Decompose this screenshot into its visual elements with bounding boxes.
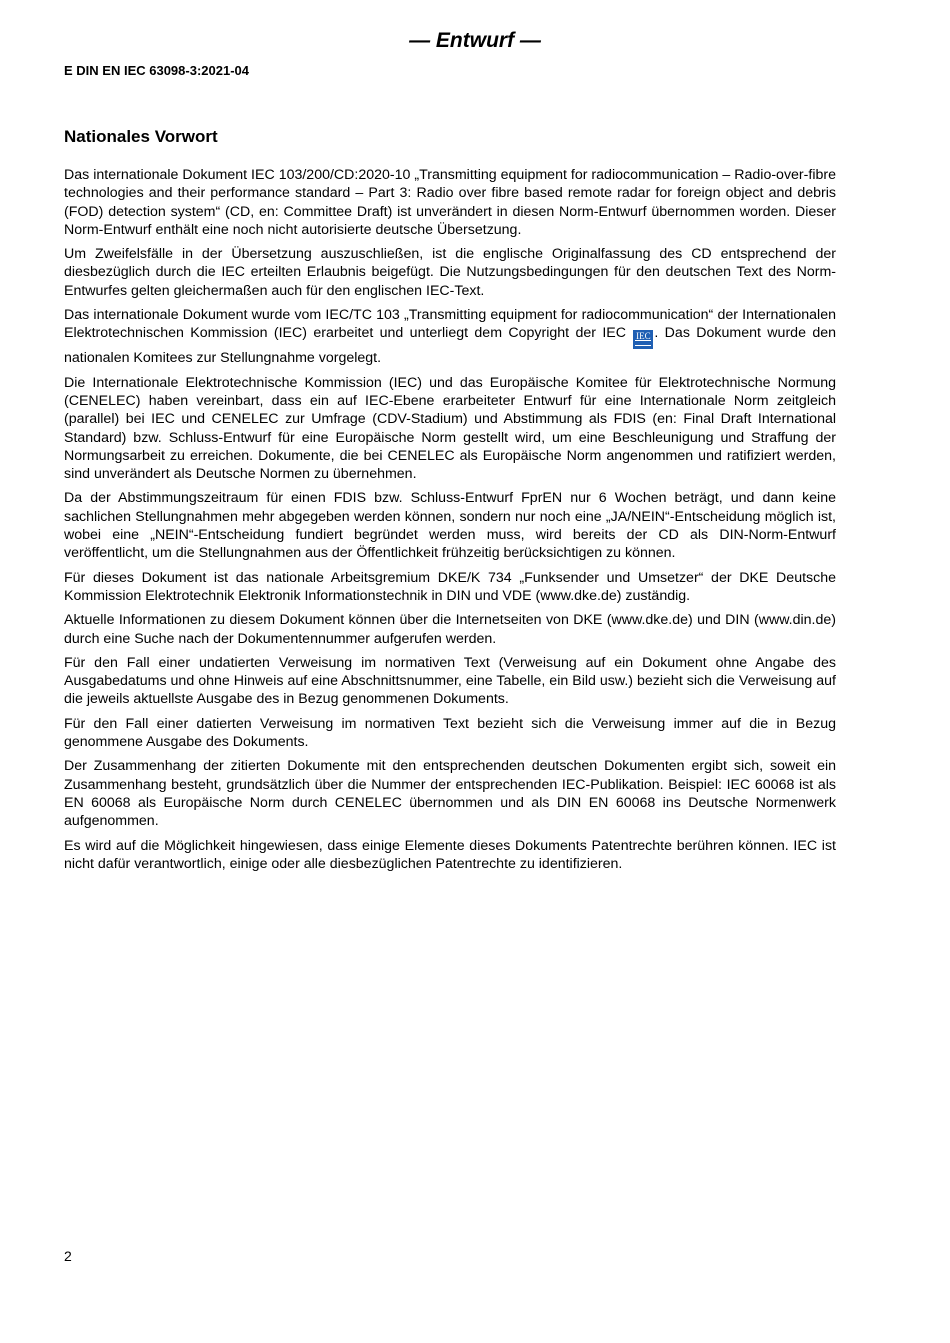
paragraph-intro: Das internationale Dokument IEC 103/200/CD:2020-10 „Transmitting equipment for radiocommunication – Radio-over-fibre technologies and their performance standard – Part 3: Radio over fibre based remote radar for foreign object and debris (FOD) detection system“ (CD, en: Committee Draft) ist unverändert in diesen Norm-Entwurf übernommen worden. Dieser Norm-Entwurf enthält eine noch nicht autorisierte deutsche Übersetzung. — [64, 167, 836, 238]
paragraph-patents: Es wird auf die Möglichkeit hingewiesen, dass einige Elemente dieses Dokuments Patentrechte berühren können. IEC ist nicht dafür verantwortlich, einige oder alle diesbezüglichen Patentrechte zu identifizieren. — [64, 837, 836, 872]
paragraph-committee: Für dieses Dokument ist das nationale Arbeitsgremium DKE/K 734 „Funksender und Umsetzer“ der DKE Deutsche Kommission Elektrotechnik Elektronik Informationstechnik in DIN und VDE (www.dke.de) zuständig. — [64, 569, 836, 604]
paragraph-translation: Um Zweifelsfälle in der Übersetzung auszuschließen, ist die englische Originalfassung des CD entsprechend der diesbezüglich durch die IEC erteilten Erlaubnis beigefügt. Die Nutzungsbedingungen für den deutschen Text des Norm-Entwurfes gelten gleichermaßen auch für den englischen IEC-Text. — [64, 246, 836, 299]
paragraph-voting-period: Da der Abstimmungszeitraum für einen FDIS bzw. Schluss-Entwurf FprEN nur 6 Wochen beträgt, und dann keine sachlichen Stellungnahmen mehr abgegeben werden können, sondern nur noch eine „JA/NEIN“-Entscheidung möglich ist, wobei eine „NEIN“-Entscheidung fundiert begründet werden muss, wird bereits der CD als DIN-Norm-Entwurf veröffentlicht, um die Stellungnahmen aus der Öffentlichkeit frühzeitig berücksichtigen zu können. — [64, 490, 836, 562]
paragraph-iec-cenelec: Die Internationale Elektrotechnische Kommission (IEC) und das Europäische Komitee für Elektrotechnische Normung (CENELEC) haben vereinbart, dass ein auf IEC-Ebene erarbeiteter Entwurf für eine Internationale Norm zeitgleich (parallel) bei IEC und CENELEC zur Umfrage (CDV-Stadium) und Abstimmung als FDIS (en: Final Draft International Standard) bzw. Schluss-Entwurf für eine Europäische Norm gestellt wird, um eine Beschleunigung und Straffung der Normungsarbeit zu erreichen. Dokumente, die bei CENELEC als Europäische Norm angenommen und ratifiziert werden, sind unverändert als Deutsche Normen zu übernehmen. — [64, 374, 836, 483]
paragraph-cited-documents: Der Zusammenhang der zitierten Dokumente mit den entsprechenden deutschen Dokumenten ergibt sich, soweit ein Zusammenhang besteht, grundsätzlich über die Nummer der entsprechenden IEC-Publikation. Beispiel: IEC 60068 ist als EN 60068 als Europäische Norm durch CENELEC übernommen und als DIN EN 60068 ins Deutsche Normenwerk aufgenommen. — [64, 758, 836, 830]
paragraph-dated-reference: Für den Fall einer datierten Verweisung im normativen Text bezieht sich die Verweisung immer auf die in Bezug genommene Ausgabe des Dokuments. — [64, 715, 836, 751]
paragraph-current-info: Aktuelle Informationen zu diesem Dokument können über die Internetseiten von DKE (www.dke.de) und DIN (www.din.de) durch eine Suche nach der Dokumentennummer aufgerufen werden. — [64, 612, 836, 647]
copyright-text-before: Das internationale Dokument wurde vom IEC/TC 103 „Transmitting equipment for radiocommunication“ der Internationalen Elektrotechnischen Kommission (IEC) erarbeitet und unterliegt dem Copyright der IEC — [64, 307, 836, 342]
paragraph-undated-reference: Für den Fall einer undatierten Verweisung im normativen Text (Verweisung auf ein Dokument ohne Angabe des Ausgabedatums und ohne Hinweis auf eine Abschnittsnummer, eine Tabelle, ein Bild usw.) bezieht sich die Verweisung auf die jeweils aktuellste Ausgabe des in Bezug genommenen Dokuments. — [64, 654, 836, 708]
paragraph-copyright — [64, 306, 836, 368]
page-number: 2 — [64, 1248, 72, 1264]
foreword-body — [64, 166, 836, 879]
iec-logo-icon: IEC — [633, 330, 653, 349]
document-id: E DIN EN IEC 63098-3:2021-04 — [64, 63, 249, 78]
section-title: Nationales Vorwort — [64, 127, 218, 146]
draft-mark: — Entwurf — — [409, 29, 541, 52]
copyright-text-after: . Das Dokument wurde den nationalen Komitees zur Stellungnahme vorgelegt. — [64, 325, 836, 367]
